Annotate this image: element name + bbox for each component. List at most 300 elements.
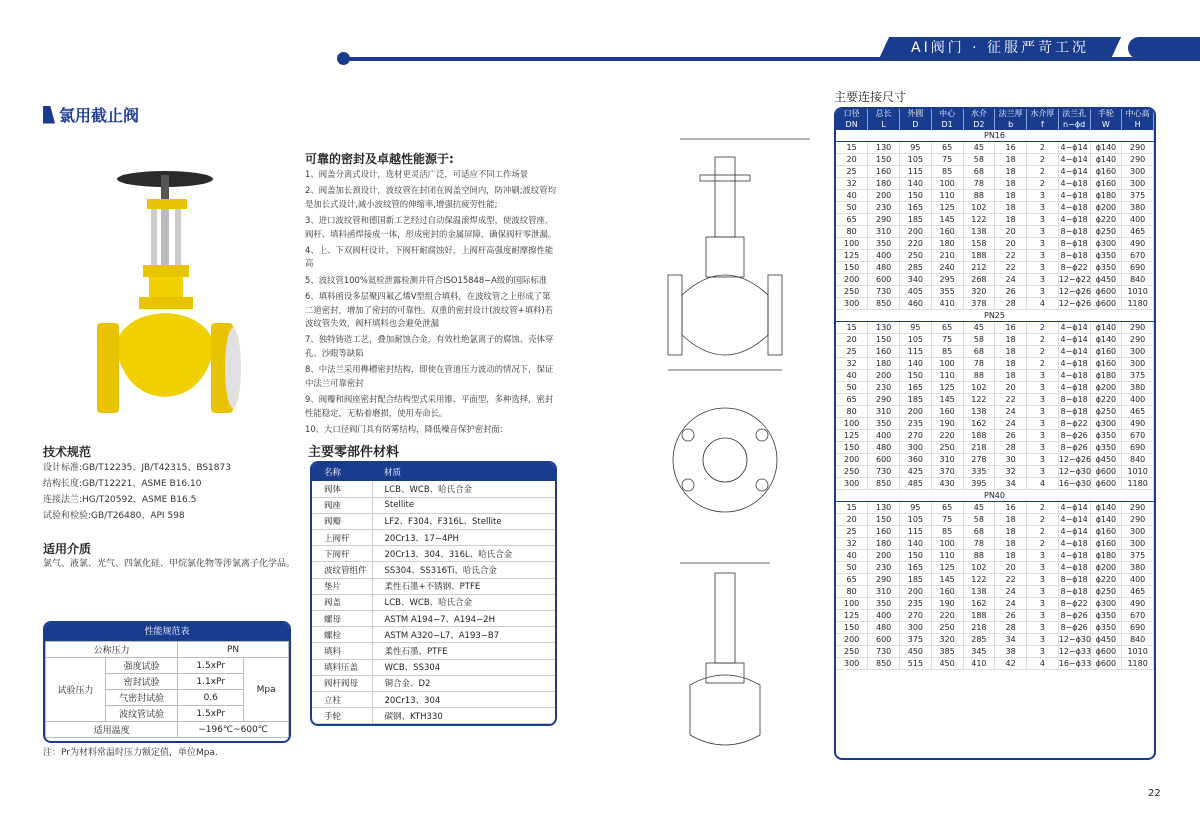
dim-col-header: W <box>1090 120 1122 131</box>
dim-cell: 180 <box>868 358 900 370</box>
dim-cell: 102 <box>963 202 995 214</box>
dim-cell: 3 <box>1027 634 1059 646</box>
dim-cell: 24 <box>995 418 1027 430</box>
dim-cell: 165 <box>900 202 932 214</box>
dim-cell: 490 <box>1122 238 1154 250</box>
dim-cell: ϕ450 <box>1090 274 1122 286</box>
dim-cell: 3 <box>1027 274 1059 286</box>
dim-cell: 95 <box>900 502 932 514</box>
test-name: 气密封试验 <box>106 690 178 706</box>
dim-cell: 210 <box>931 250 963 262</box>
dim-cell: 3 <box>1027 610 1059 622</box>
dim-cell: 24 <box>995 274 1027 286</box>
dim-cell: 25 <box>836 166 868 178</box>
dim-row <box>836 586 1154 598</box>
dim-cell: 150 <box>868 334 900 346</box>
dim-cell: 2 <box>1027 502 1059 514</box>
dim-cell: 335 <box>963 466 995 478</box>
dim-cell: 400 <box>1122 214 1154 226</box>
dim-row <box>836 406 1154 418</box>
dim-cell: ϕ140 <box>1090 502 1122 514</box>
dim-cell: 395 <box>963 478 995 490</box>
dim-cell: 200 <box>900 406 932 418</box>
dim-cell: 16−ϕ30 <box>1058 479 1092 489</box>
dim-cell: 80 <box>836 586 868 598</box>
dim-cell: ϕ160 <box>1090 178 1122 190</box>
part-material: ASTM A320−L7、A193−B7 <box>372 627 555 643</box>
parts-row <box>312 481 555 497</box>
dim-cell: 850 <box>868 658 900 670</box>
dim-cell: 690 <box>1122 622 1154 634</box>
dim-cell: 300 <box>1122 526 1154 538</box>
dim-cell: 18 <box>995 526 1027 538</box>
dim-cell: 2 <box>1027 358 1059 370</box>
dim-cell: ϕ180 <box>1090 190 1122 202</box>
dim-cell: 218 <box>963 442 995 454</box>
dim-cell: 18 <box>995 538 1027 550</box>
dim-cell: 310 <box>868 586 900 598</box>
dim-cell: ϕ140 <box>1090 142 1122 154</box>
dim-cell: 8−ϕ22 <box>1058 418 1090 430</box>
dim-col-header: 中心高 <box>1122 109 1154 120</box>
dim-cell: 75 <box>931 334 963 346</box>
dim-cell: 80 <box>836 406 868 418</box>
parts-row <box>312 594 555 610</box>
dim-cell: ϕ200 <box>1090 202 1122 214</box>
dim-cell: 150 <box>836 442 868 454</box>
dim-cell: 20 <box>836 514 868 526</box>
dim-cell: 18 <box>995 154 1027 166</box>
dim-cell: 4−ϕ14 <box>1058 514 1090 526</box>
dim-cell: 670 <box>1122 430 1154 442</box>
product-title <box>43 103 139 126</box>
dim-cell: 8−ϕ26 <box>1058 430 1090 442</box>
dim-cell: 34 <box>995 478 1027 490</box>
dim-cell: ϕ140 <box>1090 514 1122 526</box>
banner-text: AI阀门 · 征服严苛工况 <box>910 40 1090 56</box>
dim-row <box>836 334 1154 346</box>
dim-cell: 350 <box>868 418 900 430</box>
dim-cell: 95 <box>900 142 932 154</box>
dim-row <box>836 166 1154 178</box>
dim-cell: ϕ250 <box>1090 406 1122 418</box>
dim-cell: 24 <box>995 406 1027 418</box>
dim-cell: 150 <box>900 370 932 382</box>
dim-cell: 1010 <box>1122 646 1154 658</box>
dim-row <box>836 382 1154 394</box>
pressure-class-label: PN16 <box>836 130 1154 142</box>
performance-table <box>43 621 291 743</box>
dim-cell: 68 <box>963 166 995 178</box>
dim-cell: 34 <box>995 634 1027 646</box>
dim-cell: 20 <box>995 562 1027 574</box>
dim-cell: 250 <box>836 466 868 478</box>
dim-cell: 20 <box>836 334 868 346</box>
dim-cell: 3 <box>1027 562 1059 574</box>
dim-cell: 65 <box>931 322 963 334</box>
part-name: 阀体 <box>312 481 372 497</box>
dim-cell: 140 <box>900 538 932 550</box>
dim-cell: 360 <box>900 454 932 466</box>
dim-cell: 4−ϕ18 <box>1058 358 1090 370</box>
dim-cell: 26 <box>995 610 1027 622</box>
dim-cell: 230 <box>868 202 900 214</box>
dim-cell: 1180 <box>1122 658 1154 670</box>
dim-cell: 378 <box>963 298 995 310</box>
dim-cell: 125 <box>931 202 963 214</box>
dim-cell: 600 <box>868 634 900 646</box>
dim-cell: ϕ140 <box>1090 154 1122 166</box>
dim-cell: 3 <box>1027 214 1059 226</box>
dim-cell: 20 <box>995 382 1027 394</box>
dim-cell: ϕ300 <box>1090 418 1122 430</box>
dim-cell: 20 <box>836 154 868 166</box>
dim-cell: 200 <box>836 274 868 286</box>
dim-cell: 100 <box>836 418 868 430</box>
dim-cell: 180 <box>931 238 963 250</box>
dim-cell: 18 <box>995 550 1027 562</box>
dim-cell: ϕ350 <box>1090 250 1122 262</box>
dim-cell: 150 <box>868 154 900 166</box>
dim-cell: 430 <box>931 478 963 490</box>
product-title-text: 氯用截止阀 <box>59 106 140 125</box>
dim-cell: 130 <box>868 502 900 514</box>
dim-cell: 18 <box>995 346 1027 358</box>
dim-cell: 18 <box>995 190 1027 202</box>
test-unit: Mpa <box>244 658 289 722</box>
dim-cell: 65 <box>931 142 963 154</box>
dim-cell: 1180 <box>1122 298 1154 310</box>
dim-cell: 250 <box>931 442 963 454</box>
dim-cell: 290 <box>868 394 900 406</box>
dim-cell: 730 <box>868 646 900 658</box>
dim-cell: 375 <box>1122 550 1154 562</box>
dim-cell: ϕ600 <box>1090 646 1122 658</box>
dim-cell: 465 <box>1122 586 1154 598</box>
dim-col-header: 中心 <box>931 109 963 120</box>
dim-cell: 3 <box>1027 442 1059 454</box>
part-name: 阀瓣 <box>312 513 372 529</box>
dim-cell: 2 <box>1027 154 1059 166</box>
feature-item: 10、大口径阀门具有防雾结构，降低噪音保护密封面: <box>305 423 503 434</box>
dim-cell: 3 <box>1027 226 1059 238</box>
dim-cell: 300 <box>836 298 868 310</box>
dim-col-header: D1 <box>931 120 963 131</box>
dim-cell: 2 <box>1027 526 1059 538</box>
dim-cell: 310 <box>931 454 963 466</box>
dim-cell: 300 <box>1122 178 1154 190</box>
dim-cell: 4−ϕ18 <box>1058 538 1090 550</box>
dim-cell: 285 <box>963 634 995 646</box>
dim-cell: ϕ220 <box>1090 214 1122 226</box>
dim-cell: 3 <box>1027 646 1059 658</box>
dim-row <box>836 190 1154 202</box>
dim-cell: 12−ϕ30 <box>1058 635 1092 645</box>
header-dot <box>337 52 350 65</box>
dim-cell: 160 <box>931 586 963 598</box>
part-material: WCB、SS304 <box>372 659 555 675</box>
dim-cell: ϕ140 <box>1090 322 1122 334</box>
dim-cell: 8−ϕ18 <box>1058 394 1090 406</box>
dim-cell: 425 <box>900 466 932 478</box>
dim-cell: 340 <box>900 274 932 286</box>
pressure-note: 注：Pr为材料常温时压力额定值，单位Mpa. <box>43 748 218 758</box>
feature-item: 2、阀盖加长颈设计，波纹管在封闭在阀盖空间内，防冲刷;波纹管均是加长式设计,减小波纹管的伸缩率,增强抗疲劳性能; <box>305 185 557 209</box>
dim-cell: 20 <box>995 238 1027 250</box>
dim-cell: 160 <box>931 406 963 418</box>
dim-cell: 295 <box>931 274 963 286</box>
dim-row <box>836 346 1154 358</box>
dim-cell: 18 <box>995 214 1027 226</box>
dimensions-title: 主要连接尺寸 <box>834 90 907 104</box>
tech-line: 结构长度:GB/T12221、ASME B16.10 <box>43 479 202 489</box>
dim-cell: 158 <box>963 238 995 250</box>
feature-item: 6、填料函设多层聚四氟乙烯V型组合填料，在波纹管之上形成了第二道密封，增加了密封的可靠性。双重的密封设计(波纹管+填料)若波纹管失效，阀杆填料也会避免泄漏 <box>305 291 554 329</box>
dim-cell: 25 <box>836 526 868 538</box>
dim-cell: ϕ600 <box>1090 658 1122 670</box>
dim-cell: 150 <box>900 550 932 562</box>
dim-cell: 38 <box>995 646 1027 658</box>
test-name: 密封试验 <box>106 674 178 690</box>
part-material: LCB、WCB、哈氏合金 <box>372 594 555 610</box>
parts-row <box>312 708 555 724</box>
pressure-class-label: PN25 <box>836 310 1154 322</box>
dim-col-header: n−ϕd <box>1058 120 1090 131</box>
dim-cell: ϕ600 <box>1090 286 1122 298</box>
features-list <box>305 168 558 439</box>
dim-cell: 3 <box>1027 418 1059 430</box>
dim-cell: 3 <box>1027 202 1059 214</box>
dim-cell: 125 <box>836 430 868 442</box>
dim-cell: 78 <box>963 178 995 190</box>
dim-cell: 400 <box>1122 574 1154 586</box>
dim-cell: 40 <box>836 370 868 382</box>
dim-col-header: D <box>900 120 932 131</box>
dim-cell: 100 <box>836 238 868 250</box>
dim-cell: 840 <box>1122 634 1154 646</box>
dim-cell: 300 <box>900 622 932 634</box>
parts-row <box>312 530 555 546</box>
dim-cell: 400 <box>868 610 900 622</box>
dim-cell: 320 <box>963 286 995 298</box>
dim-cell: 78 <box>963 538 995 550</box>
dim-cell: 12−ϕ26 <box>1058 287 1092 297</box>
test-name: 波纹管试验 <box>106 706 178 722</box>
dim-cell: 88 <box>963 370 995 382</box>
part-material: 铜合金、D2 <box>372 675 555 691</box>
dim-cell: 2 <box>1027 178 1059 190</box>
dim-cell: 12−ϕ26 <box>1058 299 1092 309</box>
dim-col-header: b <box>995 120 1027 131</box>
part-name: 上阀杆 <box>312 530 372 546</box>
dim-cell: 218 <box>963 622 995 634</box>
dim-cell: 290 <box>1122 334 1154 346</box>
dim-cell: 200 <box>836 454 868 466</box>
dim-cell: 4−ϕ18 <box>1058 190 1090 202</box>
parts-row <box>312 578 555 594</box>
dim-cell: 200 <box>900 586 932 598</box>
dim-cell: 12−ϕ30 <box>1058 467 1092 477</box>
dim-cell: 380 <box>1122 202 1154 214</box>
parts-row <box>312 627 555 643</box>
feature-item: 1、阀盖分离式设计，选材更灵活广泛，可适应不同工作场景 <box>305 169 529 179</box>
dim-row <box>836 154 1154 166</box>
dim-row <box>836 478 1154 490</box>
dim-cell: 125 <box>931 382 963 394</box>
dim-cell: 290 <box>1122 514 1154 526</box>
dim-cell: 3 <box>1027 466 1059 478</box>
dim-row <box>836 286 1154 298</box>
dim-cell: 300 <box>836 658 868 670</box>
dim-cell: 4−ϕ14 <box>1058 166 1090 178</box>
dim-cell: 185 <box>900 214 932 226</box>
dim-cell: 145 <box>931 394 963 406</box>
dim-cell: 190 <box>931 598 963 610</box>
dim-cell: ϕ350 <box>1090 442 1122 454</box>
dim-cell: 840 <box>1122 274 1154 286</box>
dim-cell: 3 <box>1027 190 1059 202</box>
dim-cell: ϕ160 <box>1090 346 1122 358</box>
dim-cell: 80 <box>836 226 868 238</box>
pressure-class-label: PN40 <box>836 490 1154 502</box>
dim-cell: 375 <box>1122 370 1154 382</box>
dim-cell: ϕ450 <box>1090 454 1122 466</box>
dim-cell: 8−ϕ18 <box>1058 226 1090 238</box>
dim-cell: 65 <box>836 214 868 226</box>
dim-row <box>836 214 1154 226</box>
dim-cell: 490 <box>1122 418 1154 430</box>
dim-cell: 840 <box>1122 454 1154 466</box>
dim-cell: 65 <box>836 394 868 406</box>
dim-cell: 110 <box>931 190 963 202</box>
part-material: ASTM A194−7、A194−2H <box>372 611 555 627</box>
feature-item: 5、波纹管100%氦检泄露检测并符合ISO15848−A级的国际标准 <box>305 274 548 285</box>
dim-cell: 1010 <box>1122 286 1154 298</box>
dim-cell: 50 <box>836 562 868 574</box>
dim-cell: 480 <box>868 442 900 454</box>
dim-cell: 285 <box>900 262 932 274</box>
part-name: 螺栓 <box>312 627 372 643</box>
dim-cell: 278 <box>963 454 995 466</box>
dim-cell: 16−ϕ33 <box>1058 659 1092 669</box>
dim-cell: 45 <box>963 502 995 514</box>
dim-row <box>836 262 1154 274</box>
dim-cell: 2 <box>1027 514 1059 526</box>
dim-col-header: D2 <box>963 120 995 131</box>
dim-row <box>836 610 1154 622</box>
part-name: 下阀杆 <box>312 546 372 562</box>
parts-title: 主要零部件材料 <box>308 445 400 460</box>
parts-row <box>312 611 555 627</box>
part-name: 阀杆阀母 <box>312 675 372 691</box>
dim-cell: 24 <box>995 586 1027 598</box>
dim-col-header: 法兰孔 <box>1058 109 1090 120</box>
dim-row <box>836 202 1154 214</box>
dim-cell: 18 <box>995 178 1027 190</box>
dim-cell: 75 <box>931 154 963 166</box>
dim-cell: ϕ160 <box>1090 166 1122 178</box>
dim-cell: 100 <box>931 538 963 550</box>
dim-cell: 3 <box>1027 550 1059 562</box>
dim-cell: 188 <box>963 430 995 442</box>
dim-cell: 320 <box>931 634 963 646</box>
dim-cell: 40 <box>836 190 868 202</box>
dim-cell: ϕ250 <box>1090 586 1122 598</box>
dim-cell: ϕ350 <box>1090 430 1122 442</box>
dim-cell: 480 <box>868 262 900 274</box>
dim-cell: 122 <box>963 214 995 226</box>
dim-cell: 4−ϕ14 <box>1058 346 1090 358</box>
dim-cell: 385 <box>931 646 963 658</box>
test-value: 1.1xPr <box>178 674 244 690</box>
dim-cell: 42 <box>995 658 1027 670</box>
dim-cell: 102 <box>963 382 995 394</box>
parts-row <box>312 546 555 562</box>
dim-cell: 4−ϕ14 <box>1058 322 1090 334</box>
dim-cell: 730 <box>868 466 900 478</box>
dim-cell: 15 <box>836 322 868 334</box>
dim-cell: 45 <box>963 142 995 154</box>
dim-cell: 4−ϕ18 <box>1058 382 1090 394</box>
dim-cell: 122 <box>963 394 995 406</box>
test-value: 1.5xPr <box>178 706 244 722</box>
dim-cell: 65 <box>836 574 868 586</box>
dim-cell: 8−ϕ26 <box>1058 442 1090 454</box>
dim-cell: 180 <box>868 538 900 550</box>
dim-cell: 200 <box>868 370 900 382</box>
perf-header: 性能规范表 <box>45 623 289 641</box>
dim-cell: 28 <box>995 442 1027 454</box>
dim-cell: 18 <box>995 370 1027 382</box>
dim-cell: 122 <box>963 574 995 586</box>
dim-cell: 450 <box>900 646 932 658</box>
dim-row <box>836 454 1154 466</box>
dim-cell: 670 <box>1122 250 1154 262</box>
part-name: 阀座 <box>312 497 372 513</box>
dim-row <box>836 322 1154 334</box>
dim-cell: 150 <box>836 622 868 634</box>
dim-cell: 4−ϕ14 <box>1058 142 1090 154</box>
dim-cell: 18 <box>995 358 1027 370</box>
dim-cell: 480 <box>868 622 900 634</box>
dim-col-header: 口径 <box>836 109 868 120</box>
dim-cell: 2 <box>1027 142 1059 154</box>
dim-row <box>836 250 1154 262</box>
dim-cell: 190 <box>931 418 963 430</box>
tech-line: 试验和检验:GB/T26480、API 598 <box>43 511 185 521</box>
dim-cell: 145 <box>931 574 963 586</box>
dim-cell: 28 <box>995 298 1027 310</box>
dim-cell: 400 <box>868 250 900 262</box>
tech-line: 设计标准:GB/T12235、JB/T42315、BS1873 <box>43 463 231 473</box>
dim-cell: 8−ϕ18 <box>1058 574 1090 586</box>
dim-cell: 26 <box>995 286 1027 298</box>
dim-cell: 850 <box>868 298 900 310</box>
dim-cell: 18 <box>995 166 1027 178</box>
dim-cell: 58 <box>963 334 995 346</box>
dim-cell: 18 <box>995 514 1027 526</box>
feature-item: 9、阀瓣和阀座密封配合结构型式采用锥、平面型，多种选择，密封性能稳定，无粘着磨损，使用寿命长。 <box>305 394 554 418</box>
dim-cell: 2 <box>1027 538 1059 550</box>
dim-cell: 3 <box>1027 574 1059 586</box>
dim-cell: 140 <box>900 358 932 370</box>
dim-cell: 8−ϕ26 <box>1058 610 1090 622</box>
dim-cell: 125 <box>836 250 868 262</box>
dim-row <box>836 634 1154 646</box>
dim-row <box>836 274 1154 286</box>
dim-cell: 45 <box>963 322 995 334</box>
dim-cell: 100 <box>931 358 963 370</box>
